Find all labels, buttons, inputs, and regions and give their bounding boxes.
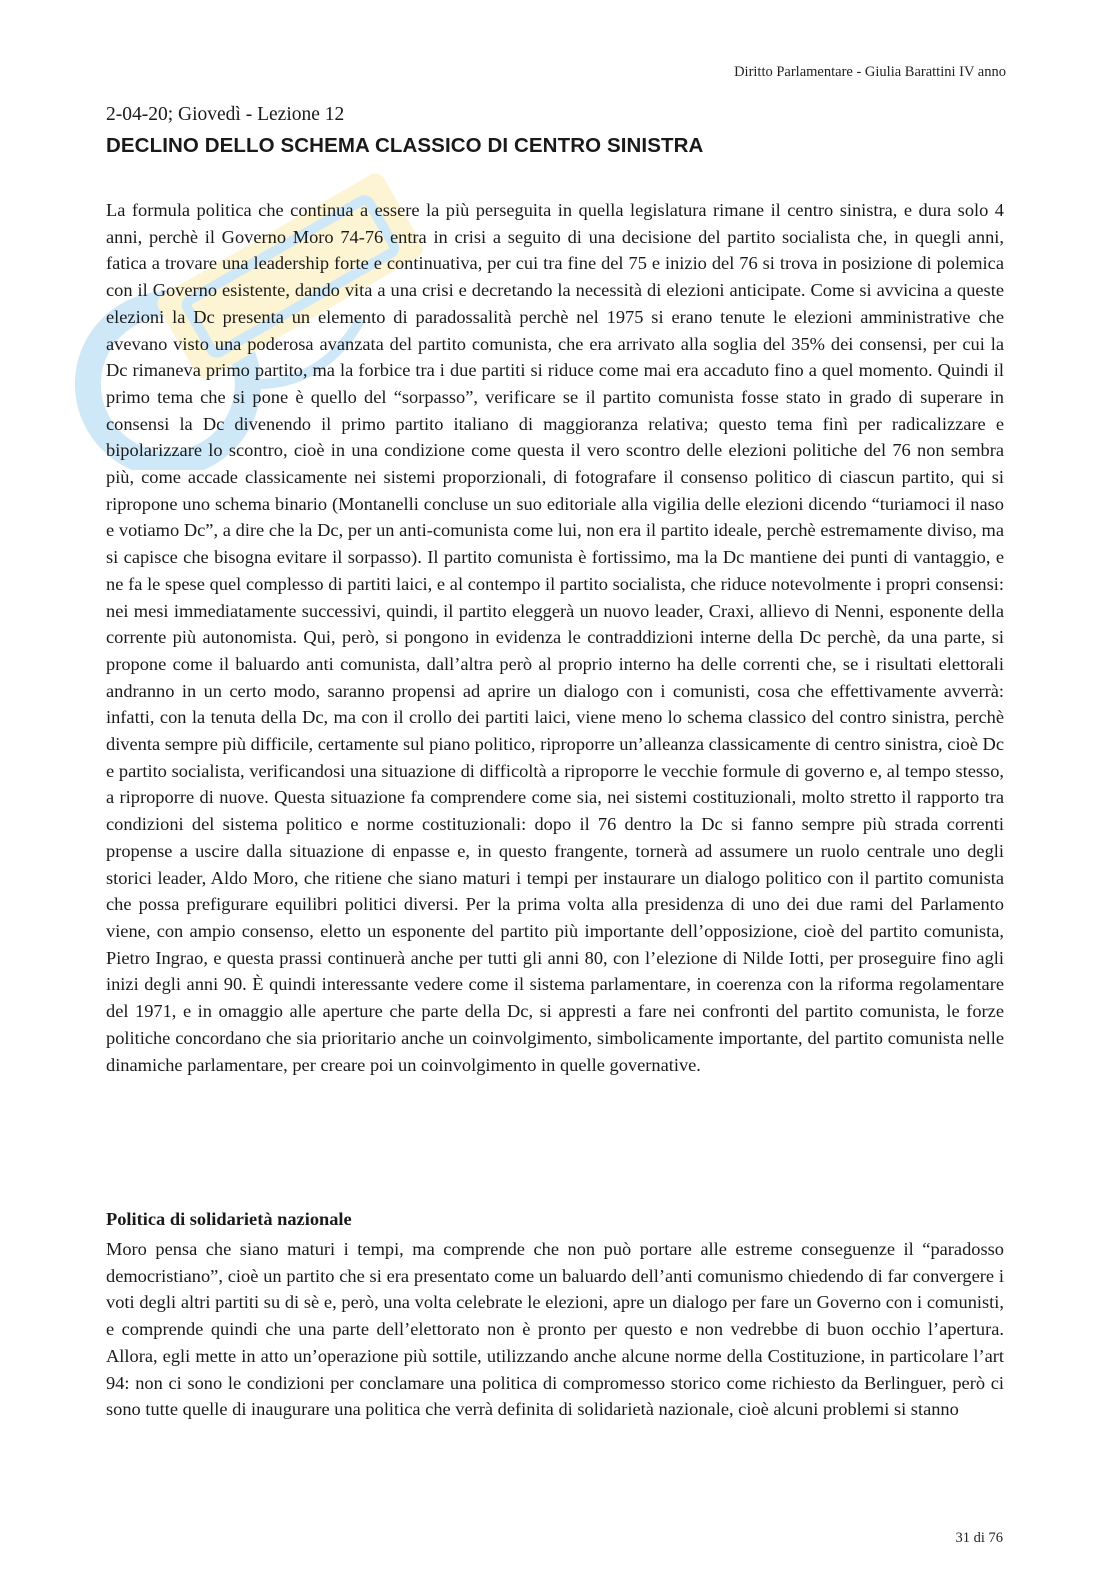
body-paragraph: La formula politica che continua a essere la più perseguita in quella legislatura rimane il centro sinistra, e dura solo 4 anni, perchè il Governo Moro 74-76 entra in crisi a seguito di una decisione del partito socialista che, in quegli anni, fatica a trovare una leadership forte e continuativa, per cui tra fine del 75 e inizio del 76 si trova in posizione di polemica con il Governo esistente, dando vita a una crisi e decretando la necessità di elezioni anticipate. Come si avvicina a queste elezioni la Dc presenta un elemento di paradossalità perchè nel 1975 si erano tenute le elezioni amministrative che avevano visto una poderosa avanzata del partito comunista, che era arrivato alla soglia del 35% dei consensi, per cui la Dc rimaneva primo partito, ma la forbice tra i due partiti si riduce come mai era accaduto fino a quel momento. Quindi il primo tema che si pone è quello del “sorpasso”, verificare se il partito comunista fosse stato in grado di superare in consensi la Dc divenendo il primo partito italiano di maggioranza relativa; questo tema finì per radicalizzare e bipolarizzare lo scontro, cioè in una condizione come questa il vero scontro delle elezioni politiche del 76 non sembra più, come accade classicamente nei sistemi proporzionali, di fotografare il consenso politico di ciascun partito, qui si ripropone uno schema binario (Montanelli concluse un suo editoriale alla vigilia delle elezioni dicendo “turiamoci il naso e votiamo Dc”, a dire che la Dc, per un anti-comunista come lui, non era il partito ideale, perchè estremamente diviso, ma si capisce che bisogna evitare il sorpasso). Il partito comunista è fortissimo, ma la Dc mantiene dei punti di vantaggio, e ne fa le spese quel complesso di partiti laici, e al contempo il partito socialista, che riduce notevolmente i propri consensi: nei mesi immediatamente successivi, quindi, il partito eleggerà un nuovo leader, Craxi, allievo di Nenni, esponente della corrente più autonomista. Qui, però, si pongono in evidenza le contraddizioni interne della Dc perchè, da una parte, si propone come il baluardo anti comunista, dall’altra però al proprio interno ha delle correnti che, se i risultati elettorali andranno in un certo modo, saranno propensi ad aprire un dialogo con i comunisti, cosa che effettivamente avverrà: infatti, con la tenuta della Dc, ma con il crollo dei partiti laici, viene meno lo schema classico del contro sinistra, perchè diventa sempre più difficile, certamente sul piano politico, riproporre un’alleanza classicamente di centro sinistra, cioè Dc e partito socialista, verificandosi una situazione di difficoltà a riproporre le vecchie formule di governo e, al tempo stesso, a riproporre di nuove. Questa situazione fa comprendere come sia, nei sistemi costituzionali, molto stretto il rapporto tra condizioni del sistema politico e norme costituzionali: dopo il 76 dentro la Dc si fanno sempre più strada correnti propense a uscire dalla situazione di enpasse e, in questo frangente, tornerà ad assumere un ruolo centrale uno degli storici leader, Aldo Moro, che ritiene che siano maturi i tempi per instaurare un dialogo politico con il partito comunista che possa prefigurare equilibri politici diversi. Per la prima volta alla presidenza di uno dei due rami del Parlamento viene, con ampio consenso, eletto un esponente del partito più importante dell’opposizione, cioè del partito comunista, Pietro Ingrao, e questa prassi continuerà anche per tutti gli anni 80, con l’elezione di Nilde Iotti, per proseguire fino agli inizi degli anni 90. È quindi interessante vedere come il sistema parlamentare, in coerenza con la riforma regolamentare del 1971, e in omaggio alle aperture che parte della Dc, si appresti a fare nei confronti del partito comunista, le forze politiche concordano che sia prioritario anche un coinvolgimento, simbolicamente importante, del partito comunista nelle dinamiche parlamentare, per creare poi un coinvolgimento in quelle governative. — [106, 200, 1004, 1075]
running-head: Diritto Parlamentare - Giulia Barattini IV anno — [734, 64, 1006, 80]
page-number: 31 di 76 — [955, 1530, 1003, 1546]
lesson-date-line: 2-04-20; Giovedì - Lezione 12 — [106, 104, 345, 125]
body-paragraph: Moro pensa che siano maturi i tempi, ma comprende che non può portare alle estreme conseguenze il “paradosso democristiano”, cioè un partito che si era presentato come un baluardo dell’anti comunismo chiedendo di far convergere i voti degli altri partiti su di sè e, però, una volta celebrate le elezioni, apre un dialogo per fare un Governo con i comunisti, e comprende quindi che una parte dell’elettorato non è pronto per questo e non vedrebbe di buon occhio l’apertura. Allora, egli mette in atto un’operazione più sottile, utilizzando anche alcune norme della Costituzione, in particolare l’art 94: non ci sono le condizioni per conclamare una politica di compromesso storico come richiesto da Berlinguer, però ci sono tutte quelle di inaugurare una politica che verrà definita di solidarietà nazionale, cioè alcuni problemi si stanno — [106, 1239, 1004, 1420]
lesson-title: DECLINO DELLO SCHEMA CLASSICO DI CENTRO SINISTRA — [106, 134, 704, 157]
section-heading: Politica di solidarietà nazionale — [106, 1209, 352, 1229]
